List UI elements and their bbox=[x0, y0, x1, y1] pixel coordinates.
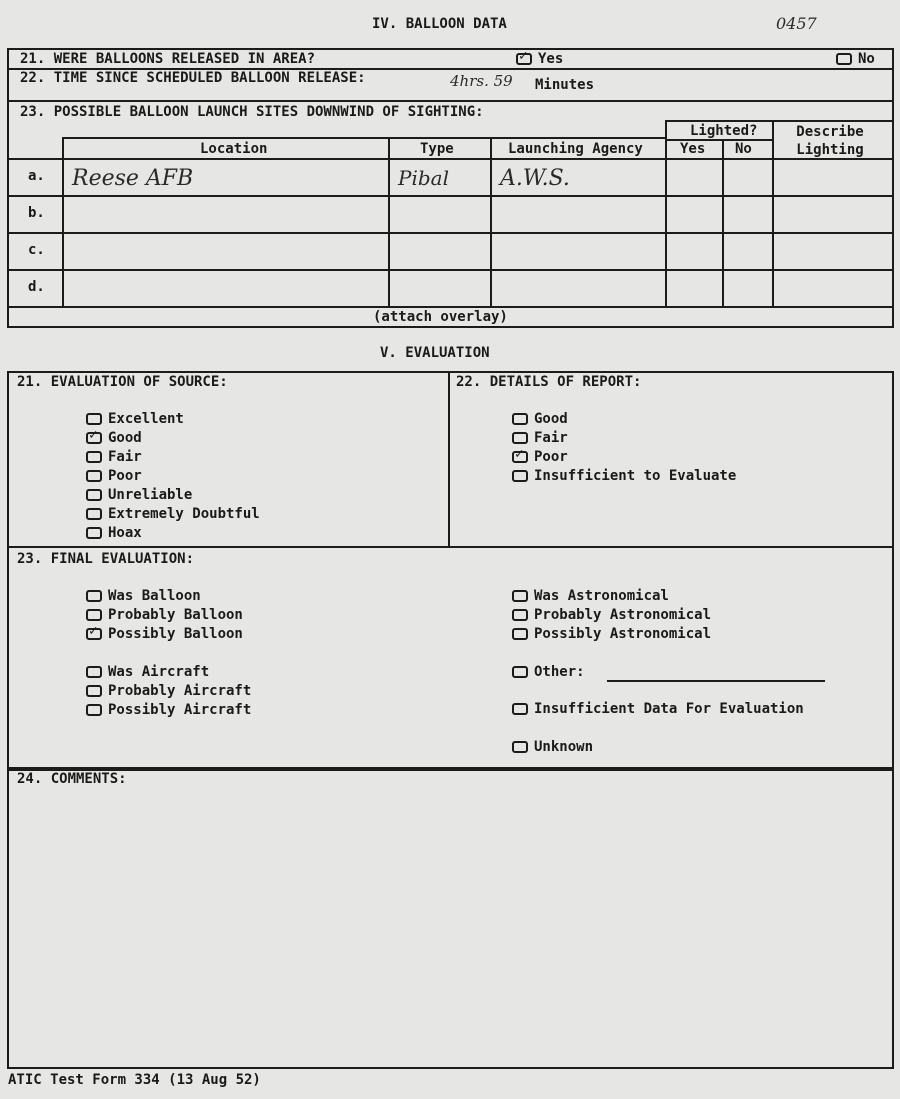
final-other-checkbox[interactable] bbox=[512, 666, 528, 678]
final-probably-aircraft-option[interactable] bbox=[86, 683, 251, 699]
final-unknown-option[interactable] bbox=[512, 739, 593, 755]
q21-balloons-released-label: 21. WERE BALLOONS RELEASED IN AREA? bbox=[20, 51, 316, 67]
final-unknown-checkbox[interactable] bbox=[512, 741, 528, 753]
report-fair-label: Fair bbox=[534, 430, 568, 446]
final-possibly-aircraft-checkbox[interactable] bbox=[86, 704, 102, 716]
comments-label: 24. COMMENTS: bbox=[17, 771, 127, 787]
report-poor-label: Poor bbox=[534, 449, 568, 465]
source-poor-checkbox[interactable] bbox=[86, 470, 102, 482]
section-iv-title: IV. BALLOON DATA bbox=[372, 16, 507, 32]
final-was-astronomical-option[interactable] bbox=[512, 588, 669, 604]
final-possibly-astronomical-label: Possibly Astronomical bbox=[534, 626, 712, 642]
final-unknown-label: Unknown bbox=[534, 739, 594, 755]
report-fair-option[interactable] bbox=[512, 430, 568, 446]
form-number-footer: ATIC Test Form 334 (13 Aug 52) bbox=[8, 1072, 261, 1088]
report-poor-option[interactable] bbox=[512, 449, 568, 465]
source-fair-checkbox[interactable] bbox=[86, 451, 102, 463]
source-unreliable-option[interactable] bbox=[86, 487, 192, 503]
final-probably-aircraft-label: Probably Aircraft bbox=[108, 683, 252, 699]
q22-time-since-release-label: 22. TIME SINCE SCHEDULED BALLOON RELEASE: bbox=[20, 70, 366, 86]
col-lighted-header: Lighted? bbox=[690, 123, 758, 139]
q21-no-option[interactable] bbox=[836, 51, 875, 67]
final-probably-astronomical-checkbox[interactable] bbox=[512, 609, 528, 621]
final-possibly-balloon-label: Possibly Balloon bbox=[108, 626, 243, 642]
row-a-type[interactable]: Pibal bbox=[398, 166, 449, 190]
final-other-label: Other: bbox=[534, 664, 585, 680]
source-good-label: Good bbox=[108, 430, 142, 446]
col-location-header: Location bbox=[200, 141, 268, 157]
report-insufficient-option[interactable] bbox=[512, 468, 736, 484]
report-good-label: Good bbox=[534, 411, 568, 427]
source-fair-option[interactable] bbox=[86, 449, 142, 465]
comments-area[interactable] bbox=[12, 792, 889, 1062]
final-insufficient-data-option[interactable] bbox=[512, 701, 804, 717]
source-hoax-label: Hoax bbox=[108, 525, 142, 541]
col-describe-lighting-header: Describe Lighting bbox=[796, 124, 864, 158]
report-insufficient-checkbox[interactable] bbox=[512, 470, 528, 482]
col-lighted-yes-header: Yes bbox=[680, 141, 706, 157]
final-evaluation-label: 23. FINAL EVALUATION: bbox=[17, 551, 195, 567]
col-agency-header: Launching Agency bbox=[508, 141, 643, 157]
q21-no-checkbox[interactable] bbox=[836, 53, 852, 65]
row-a-agency[interactable]: A.W.S. bbox=[500, 166, 570, 191]
col-type-header: Type bbox=[420, 141, 454, 157]
final-was-astronomical-label: Was Astronomical bbox=[534, 588, 669, 604]
final-was-aircraft-checkbox[interactable] bbox=[86, 666, 102, 678]
final-probably-balloon-checkbox[interactable] bbox=[86, 609, 102, 621]
final-was-aircraft-option[interactable] bbox=[86, 664, 209, 680]
source-unreliable-checkbox[interactable] bbox=[86, 489, 102, 501]
row-d-letter: d. bbox=[28, 279, 45, 295]
row-c-letter: c. bbox=[28, 242, 45, 258]
final-other-input-line[interactable] bbox=[607, 680, 825, 682]
corner-note: 0457 bbox=[776, 14, 817, 33]
report-insufficient-label: Insufficient to Evaluate bbox=[534, 468, 737, 484]
final-probably-aircraft-checkbox[interactable] bbox=[86, 685, 102, 697]
col-lighted-no-header: No bbox=[735, 141, 752, 157]
final-possibly-balloon-checkbox[interactable] bbox=[86, 628, 102, 640]
source-good-option[interactable] bbox=[86, 430, 142, 446]
final-was-astronomical-checkbox[interactable] bbox=[512, 590, 528, 602]
q21-yes-checkbox[interactable] bbox=[516, 53, 532, 65]
final-probably-astronomical-option[interactable] bbox=[512, 607, 711, 623]
final-probably-balloon-label: Probably Balloon bbox=[108, 607, 243, 623]
q21-no-label: No bbox=[858, 51, 875, 67]
report-good-option[interactable] bbox=[512, 411, 568, 427]
final-was-balloon-option[interactable] bbox=[86, 588, 201, 604]
source-extremely-doubtful-checkbox[interactable] bbox=[86, 508, 102, 520]
q21-yes-label: Yes bbox=[538, 51, 564, 67]
report-good-checkbox[interactable] bbox=[512, 413, 528, 425]
source-good-checkbox[interactable] bbox=[86, 432, 102, 444]
source-excellent-option[interactable] bbox=[86, 411, 184, 427]
eval-source-label: 21. EVALUATION OF SOURCE: bbox=[17, 374, 228, 390]
final-other-option[interactable] bbox=[512, 664, 585, 680]
details-of-report-label: 22. DETAILS OF REPORT: bbox=[456, 374, 642, 390]
source-excellent-checkbox[interactable] bbox=[86, 413, 102, 425]
report-poor-checkbox[interactable] bbox=[512, 451, 528, 463]
source-poor-label: Poor bbox=[108, 468, 142, 484]
final-probably-balloon-option[interactable] bbox=[86, 607, 243, 623]
final-possibly-astronomical-option[interactable] bbox=[512, 626, 711, 642]
attach-overlay-note: (attach overlay) bbox=[373, 309, 508, 325]
source-hoax-checkbox[interactable] bbox=[86, 527, 102, 539]
source-unreliable-label: Unreliable bbox=[108, 487, 193, 503]
section-v-title: V. EVALUATION bbox=[380, 345, 490, 361]
final-was-aircraft-label: Was Aircraft bbox=[108, 664, 210, 680]
source-poor-option[interactable] bbox=[86, 468, 142, 484]
final-probably-astronomical-label: Probably Astronomical bbox=[534, 607, 712, 623]
q22-minutes-label: Minutes bbox=[535, 77, 595, 93]
final-was-balloon-label: Was Balloon bbox=[108, 588, 201, 604]
source-hoax-option[interactable] bbox=[86, 525, 142, 541]
q23-launch-sites-label: 23. POSSIBLE BALLOON LAUNCH SITES DOWNWIND OF SIGHTING: bbox=[20, 104, 484, 120]
source-fair-label: Fair bbox=[108, 449, 142, 465]
source-extremely-doubtful-label: Extremely Doubtful bbox=[108, 506, 260, 522]
final-insufficient-data-checkbox[interactable] bbox=[512, 703, 528, 715]
final-was-balloon-checkbox[interactable] bbox=[86, 590, 102, 602]
q22-time-value[interactable]: 4hrs. 59 bbox=[450, 72, 513, 90]
final-insufficient-data-label: Insufficient Data For Evaluation bbox=[534, 701, 804, 717]
final-possibly-astronomical-checkbox[interactable] bbox=[512, 628, 528, 640]
q21-yes-option[interactable] bbox=[516, 51, 563, 67]
final-possibly-balloon-option[interactable] bbox=[86, 626, 243, 642]
row-b-letter: b. bbox=[28, 205, 45, 221]
final-possibly-aircraft-option[interactable] bbox=[86, 702, 251, 718]
final-possibly-aircraft-label: Possibly Aircraft bbox=[108, 702, 252, 718]
report-fair-checkbox[interactable] bbox=[512, 432, 528, 444]
source-excellent-label: Excellent bbox=[108, 411, 184, 427]
source-extremely-doubtful-option[interactable] bbox=[86, 506, 260, 522]
row-a-location[interactable]: Reese AFB bbox=[72, 166, 194, 191]
row-a-letter: a. bbox=[28, 168, 45, 184]
